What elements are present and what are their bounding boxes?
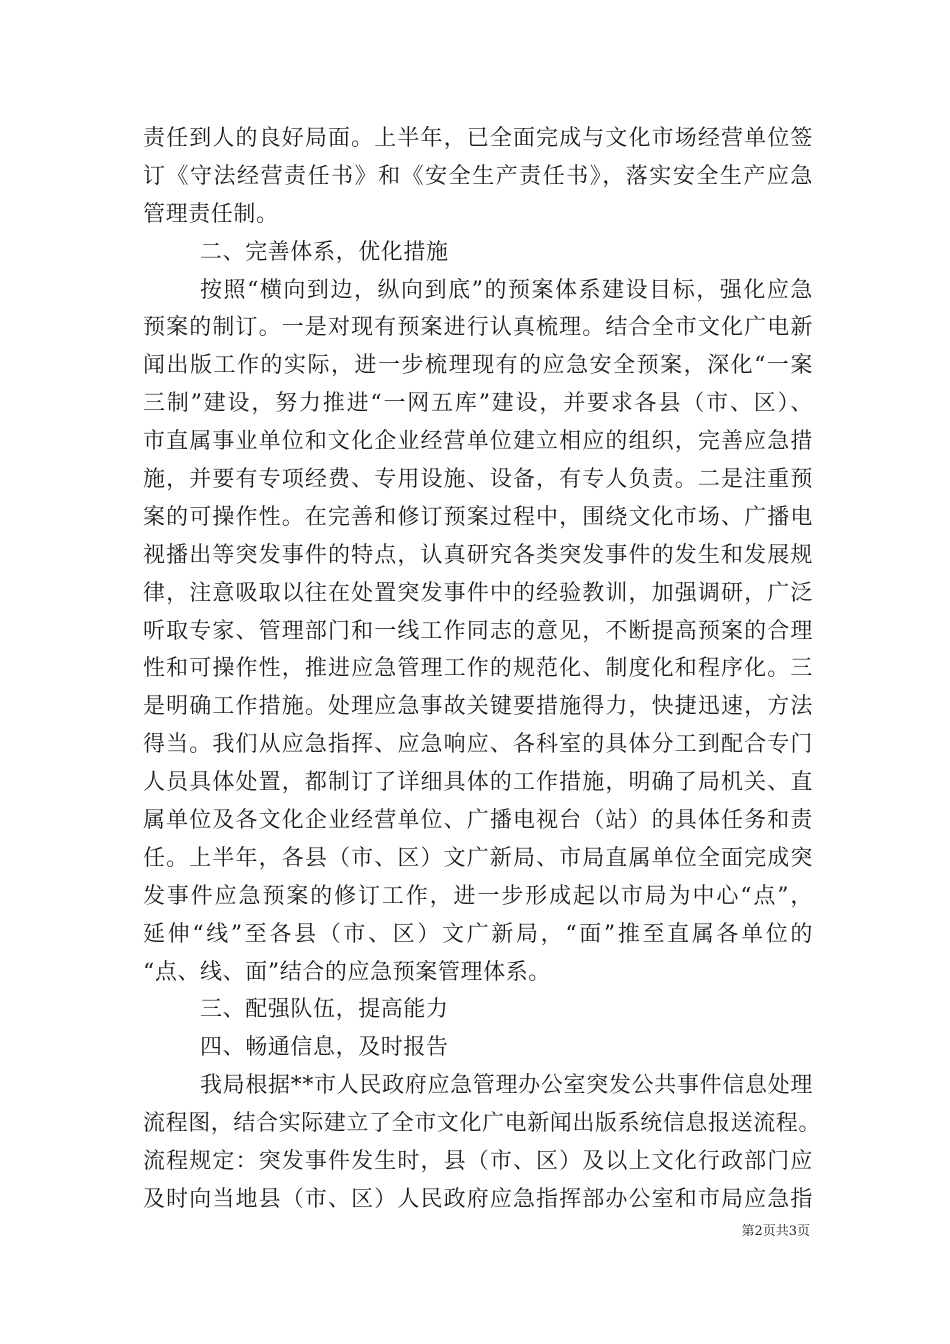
- document-body: [143, 120, 822, 1219]
- text-line: 案的可操作性。在完善和修订预案过程中，围绕文化市场、广播电: [143, 504, 813, 530]
- text-line: 听取专家、管理部门和一线工作同志的意见，不断提高预案的合理: [143, 618, 813, 644]
- text-line: 预案的制订。一是对现有预案进行认真梳理。结合全市文化广电新: [143, 315, 813, 341]
- text-line: “点、线、面”结合的应急预案管理体系。: [143, 959, 551, 985]
- text-line: 得当。我们从应急指挥、应急响应、各科室的具体分工到配合专门: [143, 732, 813, 758]
- section-heading: 四、畅通信息，及时报告: [200, 1035, 449, 1061]
- text-line: 市直属事业单位和文化企业经营单位建立相应的组织，完善应急措: [143, 429, 813, 455]
- text-line: 人员具体处置，都制订了详细具体的工作措施，明确了局机关、直: [143, 770, 813, 796]
- text-line: 延伸“线”至各县（市、区）文广新局，“面”推至直属各单位的: [143, 921, 813, 947]
- text-line: 性和可操作性，推进应急管理工作的规范化、制度化和程序化。三: [143, 656, 813, 682]
- section-heading: 三、配强队伍，提高能力: [200, 997, 449, 1023]
- text-line: 闻出版工作的实际，进一步梳理现有的应急安全预案，深化“一案: [143, 353, 813, 379]
- text-line: 及时向当地县（市、区）人民政府应急指挥部办公室和市局应急指: [143, 1186, 813, 1212]
- text-line: 属单位及各文化企业经营单位、广播电视台（站）的具体任务和责: [143, 808, 813, 834]
- text-line: 施，并要有专项经费、专用设施、设备，有专人负责。二是注重预: [143, 467, 813, 493]
- text-line: 管理责任制。: [143, 201, 279, 227]
- text-line: 任。上半年，各县（市、区）文广新局、市局直属单位全面完成突: [143, 845, 813, 871]
- text-line: 发事件应急预案的修订工作，进一步形成起以市局为中心“点”，: [143, 883, 813, 909]
- text-line: 三制”建设，努力推进“一网五库”建设，并要求各县（市、区）、: [143, 391, 813, 417]
- text-line: 流程规定：突发事件发生时，县（市、区）及以上文化行政部门应: [143, 1149, 813, 1175]
- page-number: 第2页共3页: [741, 1224, 810, 1239]
- text-line: 责任到人的良好局面。上半年，已全面完成与文化市场经营单位签: [143, 126, 813, 151]
- text-line: 律，注意吸取以往在处置突发事件中的经验教训，加强调研，广泛: [143, 580, 813, 606]
- text-line: 订《守法经营责任书》和《安全生产责任书》，落实安全生产应急: [143, 163, 813, 189]
- text-line: 我局根据**市人民政府应急管理办公室突发公共事件信息处理: [200, 1073, 813, 1099]
- text-line: 是明确工作措施。处理应急事故关键要措施得力，快捷迅速，方法: [143, 694, 813, 720]
- text-line: 按照“横向到边，纵向到底”的预案体系建设目标，强化应急: [200, 277, 813, 303]
- text-line: 视播出等突发事件的特点，认真研究各类突发事件的发生和发展规: [143, 542, 813, 568]
- section-heading: 二、完善体系，优化措施: [200, 239, 449, 265]
- text-line: 流程图，结合实际建立了全市文化广电新闻出版系统信息报送流程。: [143, 1111, 822, 1137]
